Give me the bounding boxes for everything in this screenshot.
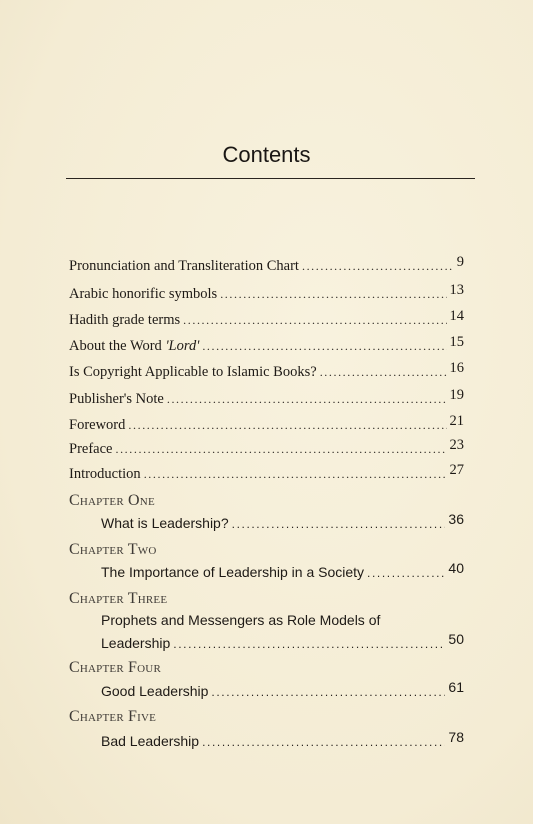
leader-dots xyxy=(220,284,446,304)
toc-page-number: 50 xyxy=(448,631,464,647)
toc-page-number: 19 xyxy=(449,387,464,403)
leader-dots xyxy=(211,682,445,702)
chapter-one-heading: Chapter One xyxy=(69,492,155,509)
toc-page-number: 78 xyxy=(448,729,464,745)
leader-dots xyxy=(202,732,445,752)
chapter-four-heading: Chapter Four xyxy=(69,659,161,676)
toc-page-number: 40 xyxy=(448,560,464,576)
leader-dots xyxy=(173,634,445,654)
toc-entry-publishers-note xyxy=(69,389,464,409)
toc-entry-label: Introduction xyxy=(69,466,141,482)
toc-entry-label: Is Copyright Applicable to Islamic Books? xyxy=(69,364,317,380)
toc-entry-label: Pronunciation and Transliteration Chart xyxy=(69,258,299,274)
chapter-two-heading: Chapter Two xyxy=(69,541,157,558)
title-underline xyxy=(66,178,475,179)
toc-entry-label xyxy=(69,336,199,356)
chapter-three-heading: Chapter Three xyxy=(69,590,168,607)
toc-entry-chapter-four xyxy=(101,681,464,702)
toc-entry-chapter-three xyxy=(101,633,464,654)
leader-dots xyxy=(115,439,446,459)
toc-entry-label: Publisher's Note xyxy=(69,391,164,407)
toc-entry-chapter-three-line1: Prophets and Messengers as Role Models of xyxy=(101,612,381,628)
toc-page-number: 13 xyxy=(449,282,464,298)
toc-entry-hadith-grade-terms xyxy=(69,310,464,330)
toc-entry-label: Good Leadership xyxy=(101,683,209,699)
toc-entry-preface xyxy=(69,439,464,459)
leader-dots xyxy=(183,310,446,330)
toc-entry-chapter-one xyxy=(101,513,464,534)
toc-page-number: 15 xyxy=(449,334,464,350)
toc-entry-label: Preface xyxy=(69,441,113,457)
toc-entry-label: Foreword xyxy=(69,417,126,433)
toc-entry-about-word-lord xyxy=(69,336,464,356)
leader-dots xyxy=(167,389,447,409)
leader-dots xyxy=(144,464,447,484)
toc-entry-label: Bad Leadership xyxy=(101,733,200,749)
toc-page-number: 23 xyxy=(449,437,464,453)
toc-entry-copyright xyxy=(69,362,464,382)
toc-page-number: 36 xyxy=(448,511,464,527)
toc-entry-pronunciation xyxy=(69,256,464,276)
toc-entry-label: What is Leadership? xyxy=(101,515,229,531)
toc-entry-label: Arabic honorific symbols xyxy=(69,286,218,302)
toc-entry-label: The Importance of Leadership in a Society xyxy=(101,564,365,580)
leader-dots xyxy=(302,256,454,276)
toc-page-number: 14 xyxy=(449,308,464,324)
leader-dots xyxy=(128,415,446,435)
toc-entry-honorific-symbols xyxy=(69,284,464,304)
page-title: Contents xyxy=(222,142,311,167)
toc-entry-introduction xyxy=(69,464,464,484)
chapter-five-heading: Chapter Five xyxy=(69,708,157,725)
leader-dots xyxy=(320,362,447,382)
toc-entry-label: Leadership xyxy=(101,635,171,651)
toc-page-number: 16 xyxy=(449,360,464,376)
toc-entry-foreword xyxy=(69,415,464,435)
toc-entry-label: Hadith grade terms xyxy=(69,312,181,328)
toc-entry-chapter-two xyxy=(101,562,464,583)
label-emphasis: 'Lord' xyxy=(165,338,200,354)
toc-page-number: 61 xyxy=(448,679,464,695)
leader-dots xyxy=(367,563,445,583)
toc-entry-chapter-five xyxy=(101,731,464,752)
leader-dots xyxy=(232,514,446,534)
toc-page-number: 9 xyxy=(456,254,464,270)
label-text: About the Word xyxy=(69,338,166,354)
toc-page-number: 27 xyxy=(449,462,464,478)
leader-dots xyxy=(202,336,446,356)
toc-page-number: 21 xyxy=(449,413,464,429)
